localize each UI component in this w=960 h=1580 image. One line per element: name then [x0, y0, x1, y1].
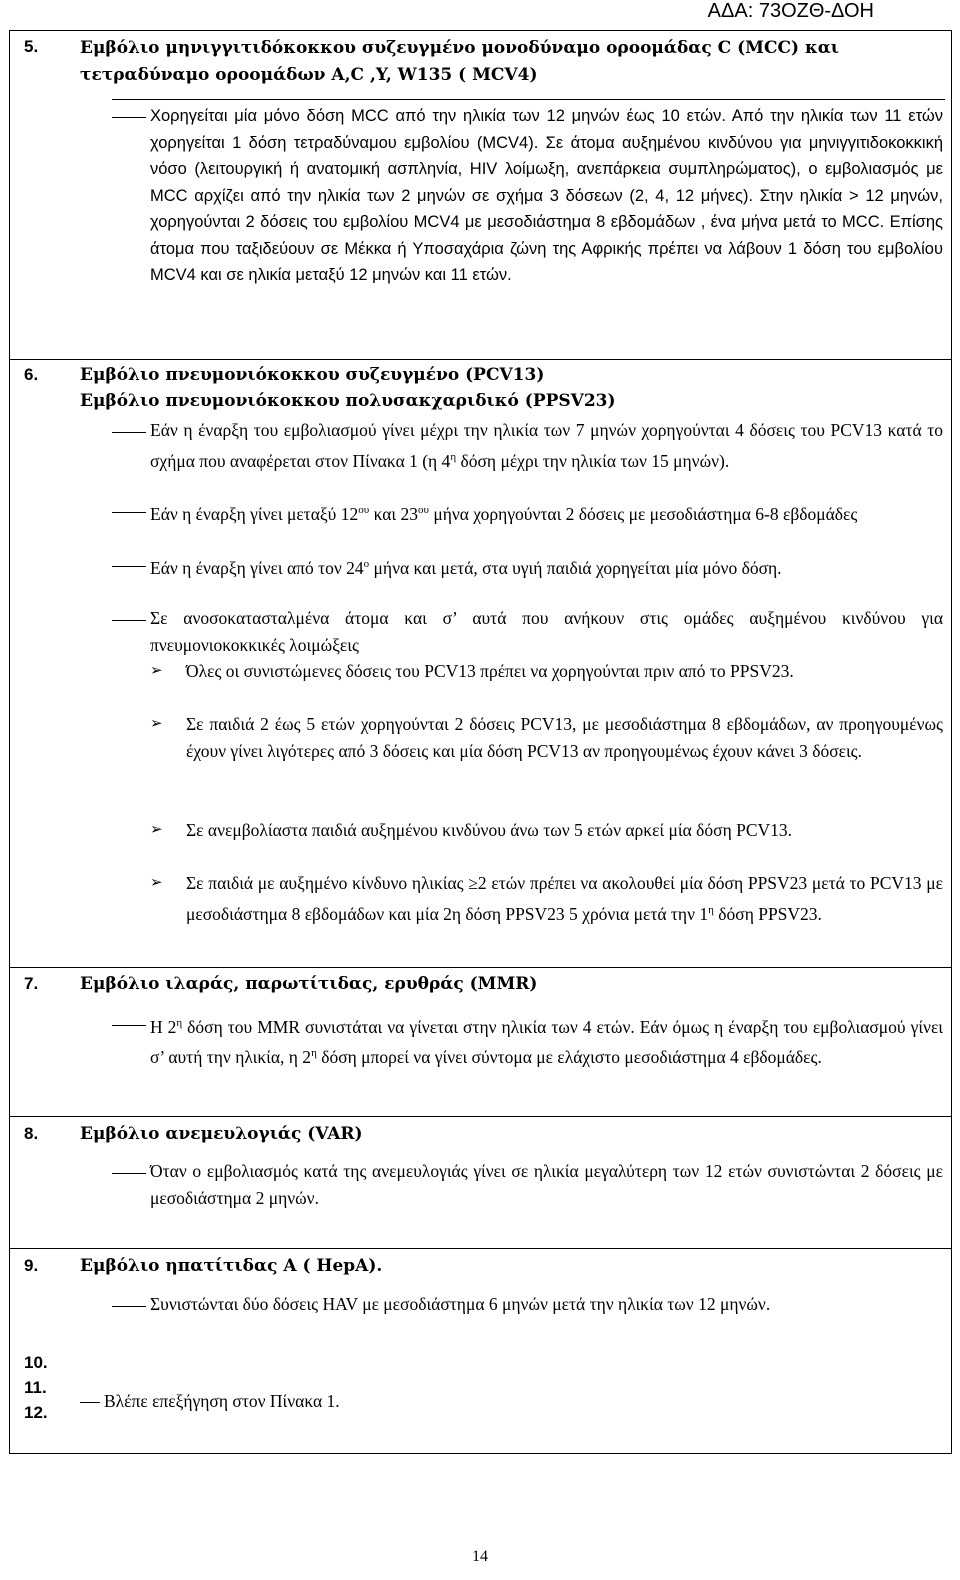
section-title: Εμβόλιο ιλαράς, παρωτίτιδας, ερυθράς (MMR): [80, 974, 538, 994]
divider-line: [112, 99, 945, 100]
arrow-bullet-icon: ➢: [150, 714, 163, 732]
section-title: Εμβόλιο πνευμονιόκοκκου συζευγμένο (PCV13): [80, 365, 545, 385]
dash-marker: [112, 117, 146, 118]
section-number: 6.: [24, 365, 39, 384]
dash-marker: [112, 1173, 146, 1174]
section-title: Εμβόλιο ηπατίτιδας Α ( HepA).: [80, 1256, 383, 1276]
bullet-item: Όλες οι συνιστώμενες δόσεις του PCV13 πρέπει να χορηγούνται πριν από το PPSV23.: [186, 661, 794, 681]
document-ada-code: ΑΔΑ: 73ΟΖΘ-ΔΟΗ: [707, 0, 874, 22]
paragraph: Σε ανοσοκατασταλμένα άτομα και σ’ αυτά που ανήκουν στις ομάδες αυξημένου κινδύνου για πνευμονιοκοκκικές λοιμώξεις: [150, 608, 943, 655]
section-number: 9.: [24, 1256, 39, 1275]
divider-line: [10, 967, 951, 968]
section-number: 8.: [24, 1124, 39, 1143]
section-number: 5.: [24, 37, 39, 56]
paragraph: Η $2^\eta$ δόση του MMR συνιστάται να γίνεται στην ηλικία των 4 ετών. Εάν όμως η έναρξη του εμβολιασμού γίνει σ’ αυτή την ηλικία, η $2^\eta$ δόση μπορεί να γίνει σύντομα με ελάχιστο μεσοδιάστημα 4 εβδομάδες.: [150, 1016, 944, 1068]
divider-line: [10, 1116, 951, 1117]
dash-marker: [112, 1306, 146, 1307]
paragraph: Εάν η έναρξη γίνει από τον $24^o$ μήνα και μετά, στα υγιή παιδιά χορηγείται μία μόνο δόση.: [150, 557, 782, 578]
arrow-bullet-icon: ➢: [150, 820, 163, 838]
dash-marker: [112, 432, 146, 433]
paragraph: Εάν η έναρξη του εμβολιασμού γίνει μέχρι την ηλικία των 7 μηνών χορηγούνται 4 δόσεις του PCV13 κατά το σχήμα που αναφέρεται στον Πίνακα 1 (η $4^\eta$ δόση μέχρι την ηλικία των 15 μηνών).: [150, 420, 943, 471]
dash-marker: [112, 512, 146, 513]
section-number: 11.: [24, 1378, 47, 1397]
dash-marker: [80, 1402, 100, 1403]
divider-line: [10, 359, 951, 360]
paragraph: Εάν η έναρξη γίνει μεταξύ $12^{o\upsilon}$ και $23^{o\upsilon}$ μήνα χορηγούνται 2 δόσεις με μεσοδιάστημα 6-8 εβδομάδες: [150, 503, 858, 524]
section-title: Εμβόλιο ανεμευλογιάς (VAR): [80, 1124, 363, 1144]
section-title: τετραδύναμο οροομάδων A,C ,Y, W135 ( MCV4): [80, 65, 538, 85]
paragraph: Συνιστώνται δύο δόσεις HAV με μεσοδιάστημα 6 μηνών μετά την ηλικία των 12 μηνών.: [150, 1294, 771, 1314]
divider-line: [10, 1248, 951, 1249]
paragraph: Βλέπε επεξήγηση στον Πίνακα 1.: [104, 1391, 340, 1411]
section-title: Εμβόλιο πνευμονιόκοκκου πολυσακχαριδικό (PPSV23): [80, 391, 616, 411]
dash-marker: [112, 1025, 146, 1026]
bullet-item: Σε παιδιά με αυξημένο κίνδυνο ηλικίας ≥2 ετών πρέπει να ακολουθεί μία δόση PPSV23 μετά το PCV13 με μεσοδιάστημα 8 εβδομάδων και μία 2η δόση PPSV23 5 χρόνια μετά την $1^\eta$ δόση PPSV23.: [186, 873, 943, 924]
dash-marker: [112, 620, 146, 621]
page-number: 14: [472, 1548, 488, 1565]
section-title: Εμβόλιο μηνιγγιτιδόκοκκου συζευγμένο μονοδύναμο οροομάδας C (MCC) και: [80, 38, 840, 58]
arrow-bullet-icon: ➢: [150, 661, 163, 679]
arrow-bullet-icon: ➢: [150, 873, 163, 891]
bullet-item: Σε ανεμβολίαστα παιδιά αυξημένου κινδύνου άνω των 5 ετών αρκεί μία δόση PCV13.: [186, 820, 793, 840]
dash-marker: [112, 566, 146, 567]
section-number: 7.: [24, 974, 39, 993]
bullet-item: Σε παιδιά 2 έως 5 ετών χορηγούνται 2 δόσεις PCV13, με μεσοδιάστημα 8 εβδομάδων, αν προηγουμένως έχουν γίνει λιγότερες από 3 δόσεις και μία δόση PCV13 αν προηγουμένως έχουν κάνει 3 δόσεις.: [186, 714, 943, 761]
section-number: 12.: [24, 1403, 48, 1422]
paragraph: Όταν ο εμβολιασμός κατά της ανεμευλογιάς γίνει σε ηλικία μεγαλύτερη των 12 ετών συνιστώνται 2 δόσεις με μεσοδιάστημα 2 μηνών.: [150, 1161, 943, 1208]
content-frame: [9, 30, 952, 1454]
section-number: 10.: [24, 1353, 48, 1372]
paragraph: Χορηγείται μία μόνο δόση MCC από την ηλικία των 12 μηνών έως 10 ετών. Από την ηλικία των 11 ετών χορηγείται 1 δόση τετραδύναμου εμβολίου (MCV4). Σε άτομα αυξημένου κινδύνου για μηνιγγιτιδοκοκκική νόσο (λειτουργική ή ανατομική ασπληνία, HIV λοίμωξη, ανεπάρκεια συμπληρώματος), ο εμβολιασμός με MCC αρχίζει από την ηλικία των 2 μηνών σε σχήμα 3 δόσεων (2, 4, 12 μήνες). Στην ηλικία > 12 μηνών, χορηγούνται 2 δόσεις του εμβολίου MCV4 με μεσοδιάστημα 8 εβδομάδων , ένα μήνα μετά το MCC. Επίσης άτομα που ταξιδεύουν σε Μέκκα ή Υποσαχάρια ζώνη της Αφρικής πρέπει να λάβουν 1 δόση του εμβολίου MCV4 και σε ηλικία μεταξύ 12 μηνών και 11 ετών.: [150, 107, 943, 284]
